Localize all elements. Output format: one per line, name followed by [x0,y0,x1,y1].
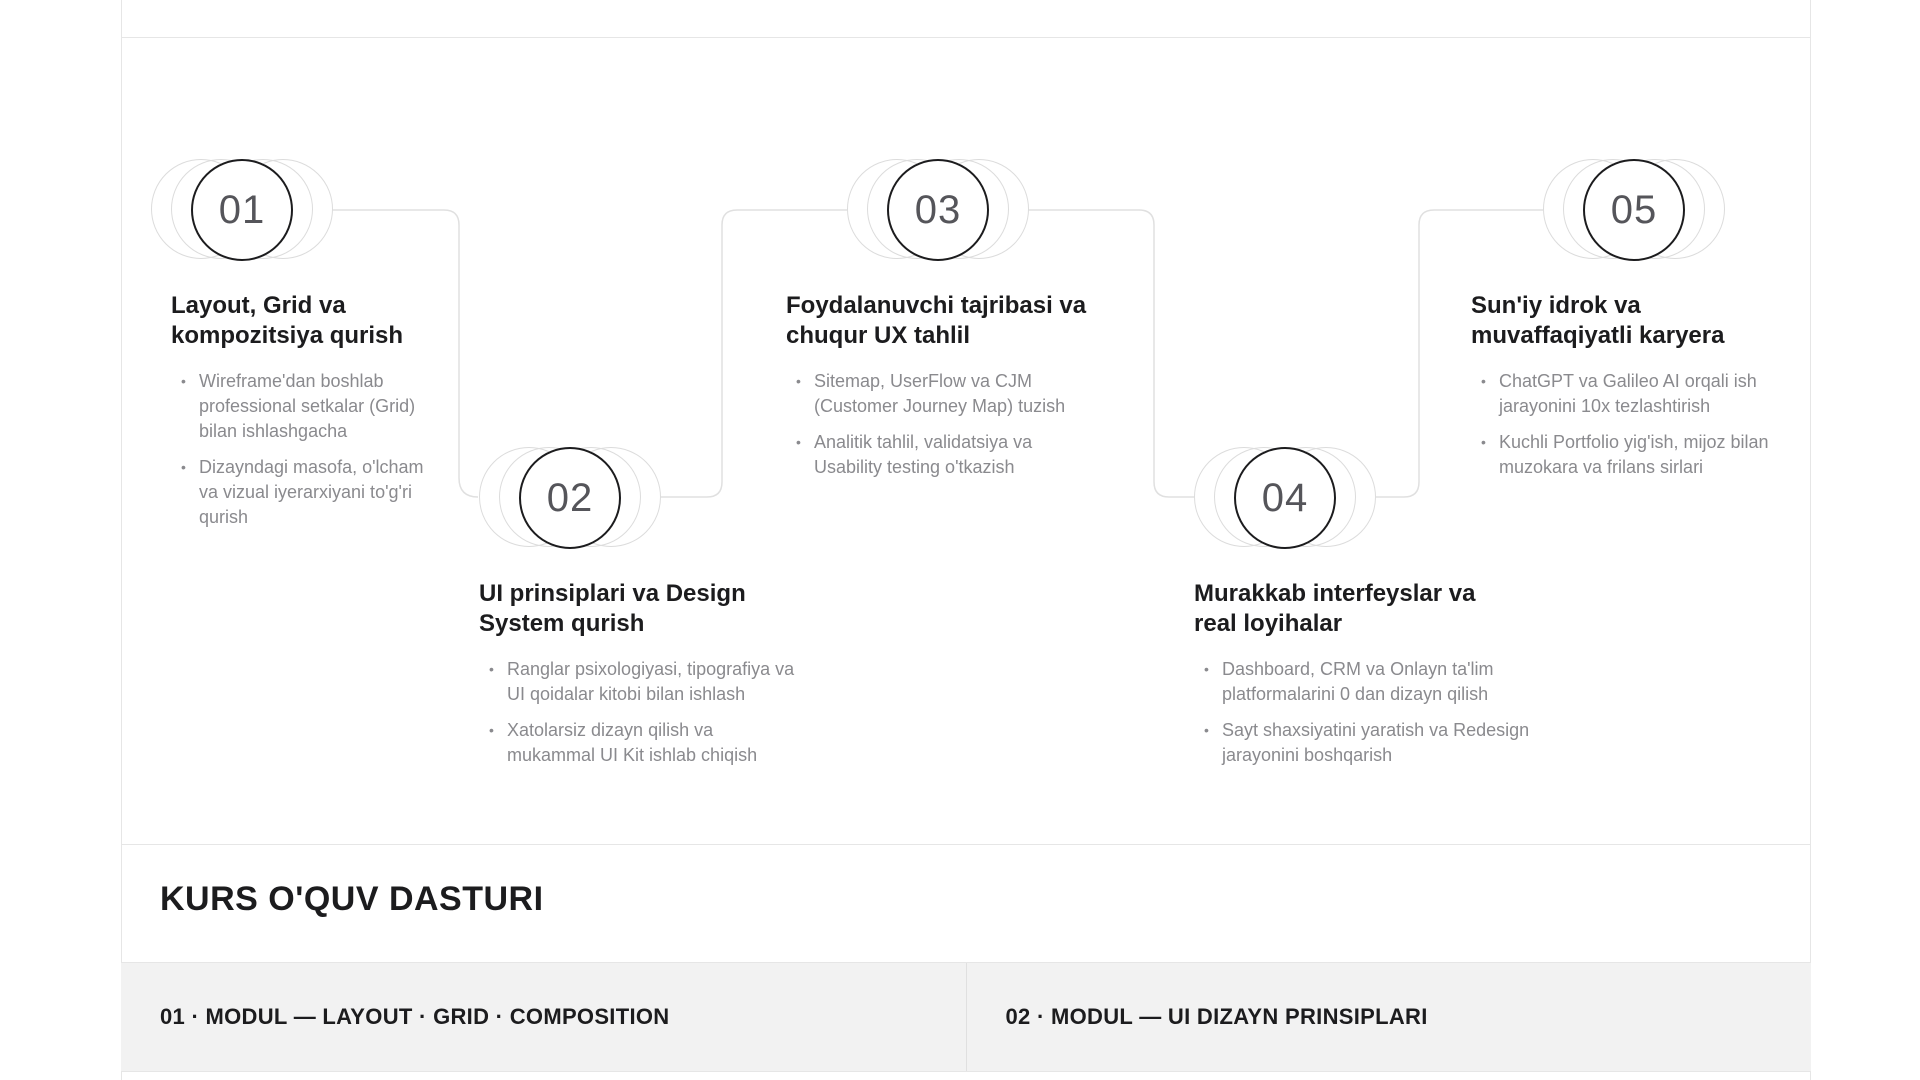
module-tabs [121,962,1811,1072]
module-tab-01[interactable]: 01 · MODUL — LAYOUT · GRID · COMPOSITION [121,963,966,1071]
curriculum-title: KURS O'QUV DASTURI [160,880,544,918]
step-title-line: System qurish [479,610,645,637]
step-title [786,291,1126,351]
step-05-content [1471,291,1791,491]
step-title-line: UI prinsiplari va Design [479,580,746,607]
bullet-item: • Sayt shaxsiyatini yaratish va Redesign jarayonini boshqarish [1204,718,1534,768]
step-02-badge [479,447,661,549]
step-number: 01 [191,159,293,261]
step-05-badge [1543,159,1725,261]
bullet-item: • Wireframe'dan boshlab professional setkalar (Grid) bilan ishlashgacha [181,369,446,444]
step-title-line: Foydalanuvchi tajribasi va [786,292,1087,319]
bullet-item: • Ranglar psixologiyasi, tipografiya va UI qoidalar kitobi bilan ishlash [489,657,799,707]
divider-middle [121,844,1811,845]
step-03-content [786,291,1126,491]
bullet-item: • Sitemap, UserFlow va CJM (Customer Journey Map) tuzish [796,369,1096,419]
step-bullets [1481,369,1791,480]
step-02-content [479,579,795,779]
step-title-line: Murakkab interfeyslar va [1194,580,1476,607]
step-title-line: Layout, Grid va [171,292,346,319]
step-bullets [181,369,446,530]
bullet-item: • Dizayndagi masofa, o'lcham va vizual iyerarxiyani to'g'ri qurish [181,455,446,530]
bullet-item: • ChatGPT va Galileo AI orqali ish jarayonini 10x tezlashtirish [1481,369,1791,419]
step-03-badge [847,159,1029,261]
step-04-badge [1194,447,1376,549]
step-title [479,579,779,639]
step-title-line: chuqur UX tahlil [786,322,971,349]
step-bullets [489,657,799,768]
step-01-content [171,291,471,541]
step-number: 04 [1234,447,1336,549]
step-title-line: kompozitsiya qurish [171,322,404,349]
step-title [1194,579,1534,639]
step-number: 03 [887,159,989,261]
step-title-line: muvaffaqiyatli karyera [1471,322,1725,349]
module-tab-02[interactable]: 02 · MODUL — UI DIZAYN PRINSIPLARI [966,963,1812,1071]
bullet-item: • Xatolarsiz dizayn qilish va mukammal UI Kit ishlab chiqish [489,718,799,768]
step-01-badge [151,159,333,261]
divider-top [121,37,1811,38]
bullet-item: • Kuchli Portfolio yig'ish, mijoz bilan muzokara va frilans sirlari [1481,430,1791,480]
step-title [171,291,471,351]
bullet-item: • Dashboard, CRM va Onlayn ta'lim platformalarini 0 dan dizayn qilish [1204,657,1534,707]
step-title [1471,291,1791,351]
step-number: 02 [519,447,621,549]
step-title-line: real loyihalar [1194,610,1343,637]
step-bullets [1204,657,1534,768]
step-title-line: Sun'iy idrok va [1471,292,1641,319]
step-number: 05 [1583,159,1685,261]
step-bullets [796,369,1096,480]
bullet-item: • Analitik tahlil, validatsiya va Usability testing o'tkazish [796,430,1096,480]
step-04-content [1194,579,1534,779]
